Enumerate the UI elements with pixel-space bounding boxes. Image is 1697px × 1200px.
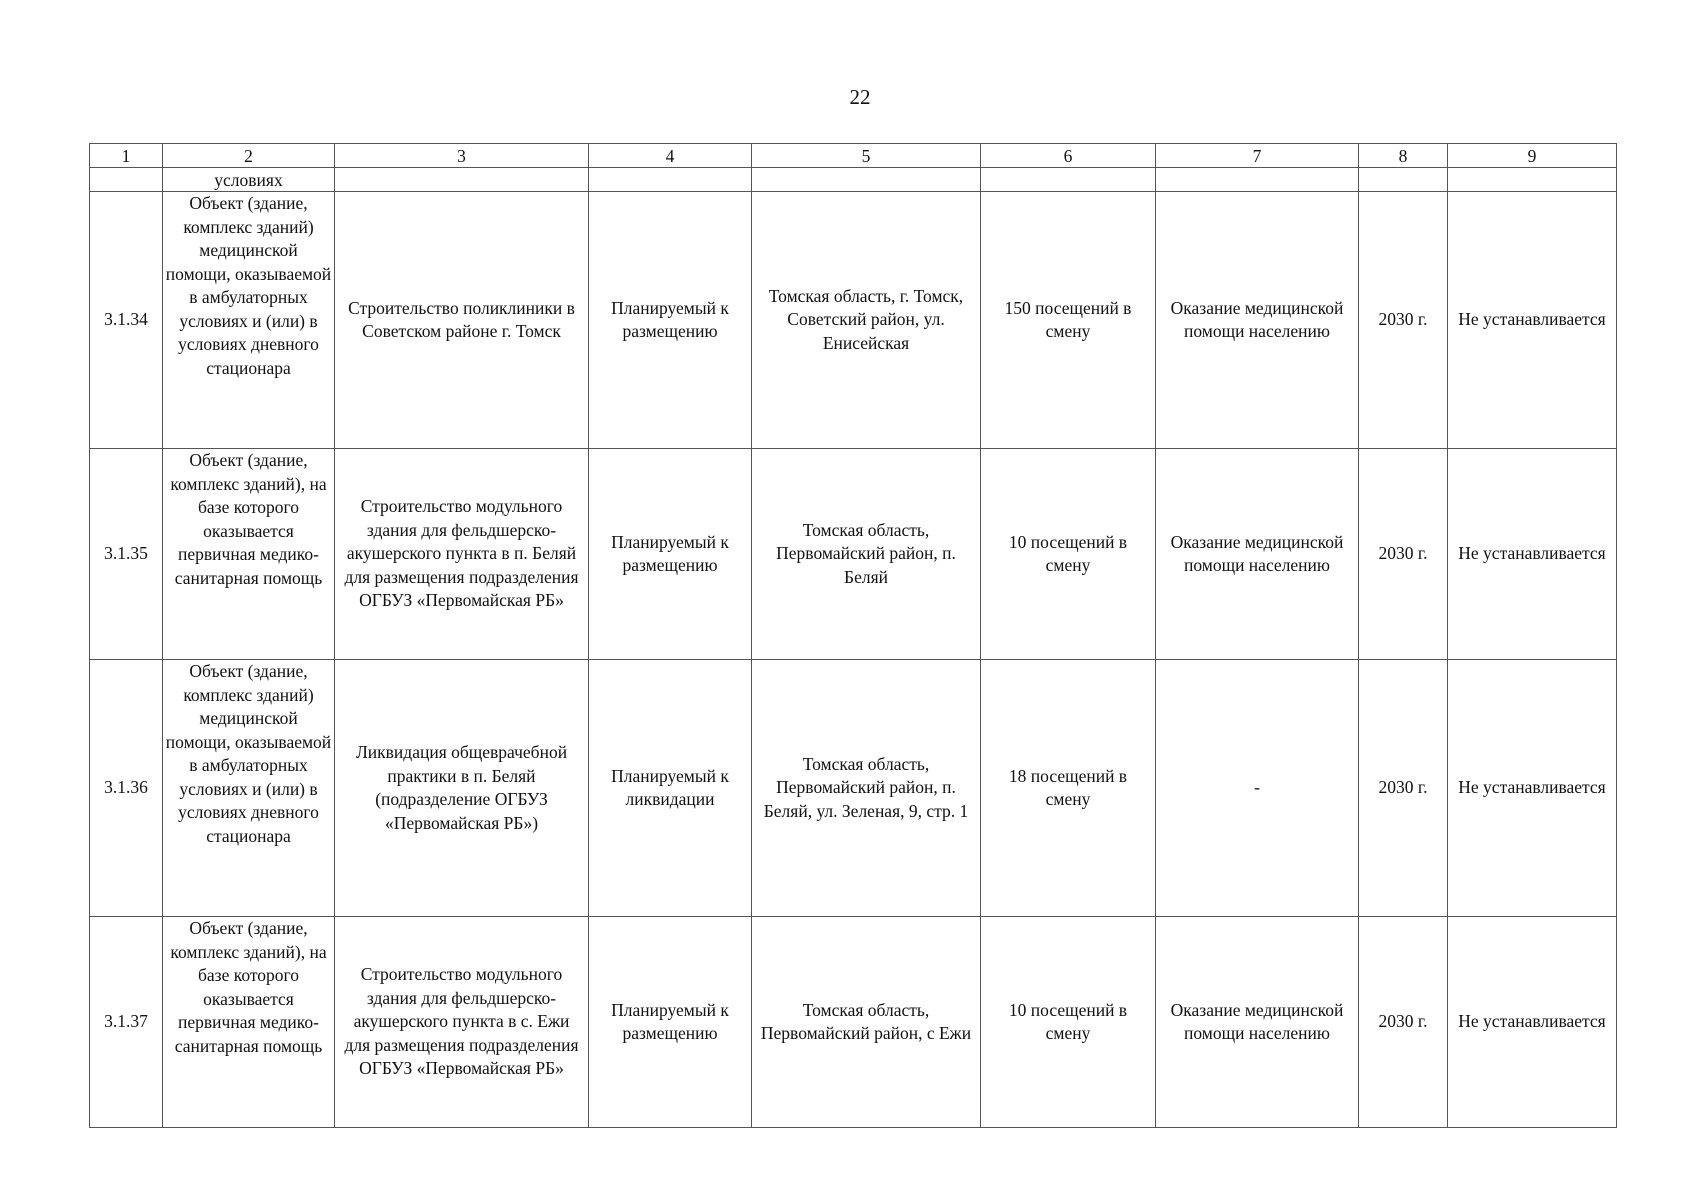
year-cell: 2030 г. — [1359, 660, 1448, 917]
object-type-cell: Объект (здание, комплекс зданий), на базе которого оказывается первичная медико-санитарная помощь — [163, 917, 335, 1128]
continuation-cell-6 — [981, 168, 1156, 192]
capacity-cell: 150 посещений в смену — [981, 192, 1156, 449]
year-cell: 2030 г. — [1359, 917, 1448, 1128]
object-name-cell: Ликвидация общеврачебной практики в п. Беляй (подразделение ОГБУЗ «Первомайская РБ») — [335, 660, 589, 917]
column-number-8: 8 — [1359, 144, 1448, 168]
table-row — [90, 917, 1617, 1128]
continuation-cell-4 — [589, 168, 752, 192]
year-cell: 2030 г. — [1359, 449, 1448, 660]
location-cell: Томская область, Первомайский район, п. Беляй, ул. Зеленая, 9, стр. 1 — [752, 660, 981, 917]
row-number-cell: 3.1.36 — [90, 660, 163, 917]
capacity-cell: 18 посещений в смену — [981, 660, 1156, 917]
location-cell: Томская область, Первомайский район, с Ежи — [752, 917, 981, 1128]
status-cell: Планируемый к ликвидации — [589, 660, 752, 917]
purpose-cell: - — [1156, 660, 1359, 917]
table-row — [90, 449, 1617, 660]
status-cell: Планируемый к размещению — [589, 917, 752, 1128]
object-name-cell: Строительство модульного здания для фельдшерско-акушерского пункта в с. Ежи для размещения подразделения ОГБУЗ «Первомайская РБ» — [335, 917, 589, 1128]
table-row — [90, 192, 1617, 449]
location-cell: Томская область, Первомайский район, п. Беляй — [752, 449, 981, 660]
continuation-cell-2: условиях — [163, 168, 335, 192]
continuation-cell-9 — [1448, 168, 1617, 192]
column-number-2: 2 — [163, 144, 335, 168]
zone-cell: Не устанавливается — [1448, 660, 1617, 917]
column-number-9: 9 — [1448, 144, 1617, 168]
zone-cell: Не устанавливается — [1448, 449, 1617, 660]
continuation-cell-8 — [1359, 168, 1448, 192]
capacity-cell: 10 посещений в смену — [981, 917, 1156, 1128]
continuation-row — [90, 168, 1617, 192]
page-number: 22 — [849, 85, 871, 109]
capacity-cell: 10 посещений в смену — [981, 449, 1156, 660]
status-cell: Планируемый к размещению — [589, 192, 752, 449]
row-number-cell: 3.1.37 — [90, 917, 163, 1128]
table-header-row — [90, 144, 1617, 168]
purpose-cell: Оказание медицинской помощи населению — [1156, 192, 1359, 449]
object-type-cell: Объект (здание, комплекс зданий) медицинской помощи, оказываемой в амбулаторных условиях и (или) в условиях дневного стационара — [163, 192, 335, 449]
object-name-cell: Строительство поликлиники в Советском районе г. Томск — [335, 192, 589, 449]
continuation-cell-5 — [752, 168, 981, 192]
continuation-cell-7 — [1156, 168, 1359, 192]
purpose-cell: Оказание медицинской помощи населению — [1156, 449, 1359, 660]
zone-cell: Не устанавливается — [1448, 192, 1617, 449]
objects-table — [89, 143, 1617, 1128]
column-number-1: 1 — [90, 144, 163, 168]
continuation-cell-3 — [335, 168, 589, 192]
year-cell: 2030 г. — [1359, 192, 1448, 449]
purpose-cell: Оказание медицинской помощи населению — [1156, 917, 1359, 1128]
column-number-7: 7 — [1156, 144, 1359, 168]
location-cell: Томская область, г. Томск, Советский район, ул. Енисейская — [752, 192, 981, 449]
column-number-3: 3 — [335, 144, 589, 168]
status-cell: Планируемый к размещению — [589, 449, 752, 660]
column-number-5: 5 — [752, 144, 981, 168]
object-name-cell: Строительство модульного здания для фельдшерско-акушерского пункта в п. Беляй для размещения подразделения ОГБУЗ «Первомайская РБ» — [335, 449, 589, 660]
row-number-cell: 3.1.34 — [90, 192, 163, 449]
column-number-4: 4 — [589, 144, 752, 168]
object-type-cell: Объект (здание, комплекс зданий), на базе которого оказывается первичная медико-санитарная помощь — [163, 449, 335, 660]
table-row — [90, 660, 1617, 917]
object-type-cell: Объект (здание, комплекс зданий) медицинской помощи, оказываемой в амбулаторных условиях и (или) в условиях дневного стационара — [163, 660, 335, 917]
zone-cell: Не устанавливается — [1448, 917, 1617, 1128]
column-number-6: 6 — [981, 144, 1156, 168]
continuation-cell-1 — [90, 168, 163, 192]
row-number-cell: 3.1.35 — [90, 449, 163, 660]
